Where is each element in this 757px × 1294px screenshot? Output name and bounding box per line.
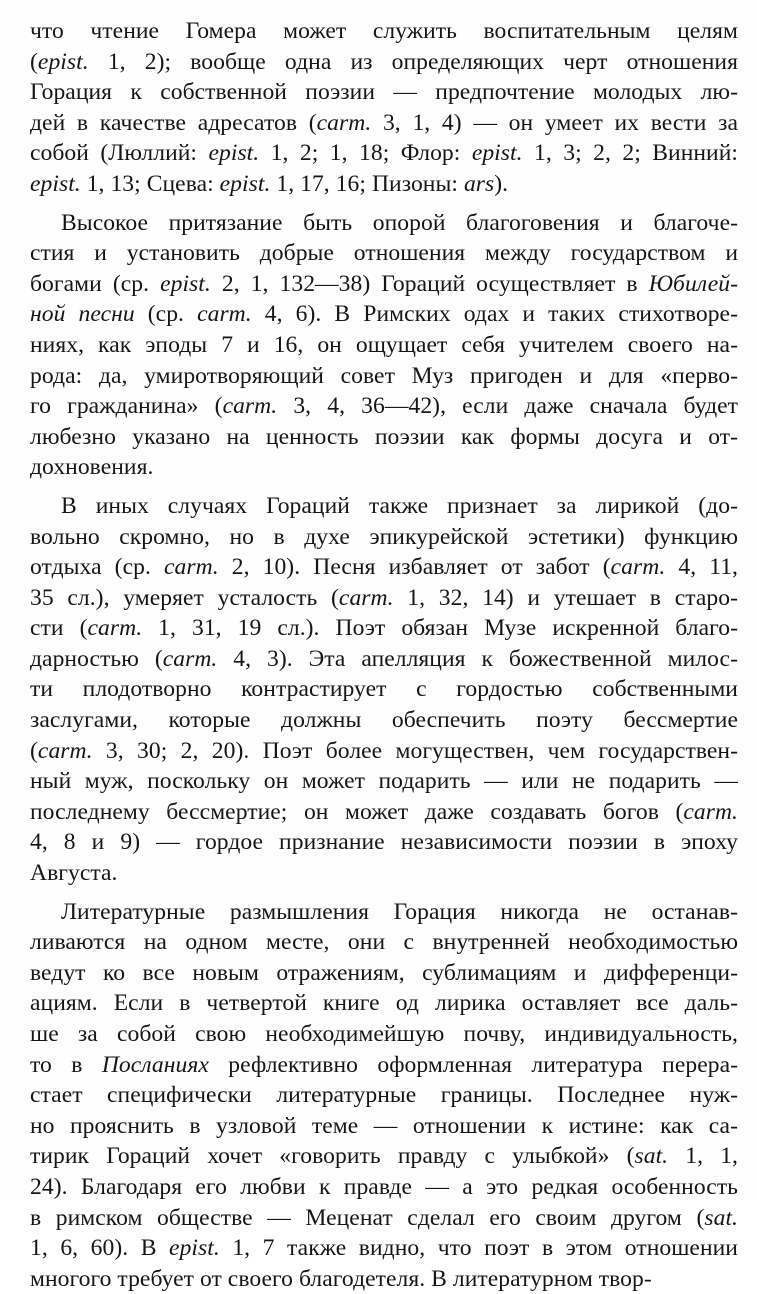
text-line: [30, 208, 738, 239]
text-line: [30, 958, 738, 989]
text-run: 1, 6, 60). В: [30, 1235, 170, 1262]
text-run: ниях, как эподы 7 и 16, он ощущает себя учителем своего на-: [30, 331, 738, 358]
italic-text: sat.: [634, 1143, 669, 1170]
text-line: [30, 1050, 738, 1081]
text-run: 4, 11,: [665, 554, 738, 581]
text-line: [30, 1172, 738, 1203]
italic-text: epist.: [219, 170, 271, 197]
text-run: многого требует от своего благодетеля. В литературном твор-: [30, 1265, 652, 1292]
italic-text: carm.: [164, 554, 219, 581]
text-line: [30, 797, 738, 828]
text-run: рефлективно оформленная литература перера-: [208, 1051, 738, 1078]
text-run: любезно указано на ценность поэзии как формы досуга и от-: [30, 423, 738, 450]
text-run: Высокое притязание быть опорой благоговения и благоче-: [61, 209, 738, 236]
italic-text: carm.: [610, 554, 666, 581]
text-run: ный муж, поскольку он может подарить — или не подарить —: [30, 768, 738, 795]
text-run: (: [30, 48, 38, 75]
text-line: [30, 16, 738, 47]
text-run: ациям. Если в четвертой книге од лирика оставляет все даль-: [30, 990, 738, 1017]
body-text: [30, 16, 738, 1294]
text-run: ти плодотворно контрастирует с гордостью собственными: [30, 676, 738, 703]
text-run: 2, 1, 132—38) Гораций осуществляет в: [210, 270, 649, 297]
text-line: [30, 583, 738, 614]
text-line: [30, 299, 738, 330]
text-line: [30, 452, 738, 483]
text-run: 1, 13; Сцева:: [80, 170, 220, 197]
text-line: [30, 827, 738, 858]
text-line: [30, 269, 738, 300]
text-run: богами (ср.: [30, 270, 161, 297]
text-run: 24). Благодаря его любви к правде — а это редкая особенность: [30, 1173, 738, 1200]
text-run: дарностью (: [30, 645, 163, 672]
italic-text: epist.: [30, 170, 81, 197]
text-line: [30, 47, 738, 78]
text-run: но прояснить в узловой теме — отношении к истине: как са-: [30, 1112, 738, 1139]
italic-text: epist.: [471, 140, 523, 167]
italic-text: sat.: [704, 1204, 738, 1231]
paragraph: [30, 208, 738, 483]
text-run: 4, 6). В Римских одах и таких стихотворе-: [251, 301, 738, 328]
text-line: [30, 238, 738, 269]
text-run: 1, 3; 2, 2; Винний:: [522, 140, 738, 167]
text-line: [30, 705, 738, 736]
italic-text: ной песни: [30, 301, 135, 328]
text-run: тирик Гораций хочет «говорить правду с улыбкой» (: [30, 1143, 635, 1170]
italic-text: epist.: [37, 48, 89, 75]
text-line: [30, 1019, 738, 1050]
text-line: [30, 108, 738, 139]
italic-text: epist.: [169, 1235, 220, 1262]
text-run: 3, 30; 2, 20). Поэт более могуществен, чем государствен-: [92, 737, 738, 764]
text-line: [30, 858, 738, 889]
text-line: [30, 644, 738, 675]
text-run: сти (: [30, 615, 88, 642]
text-line: [30, 1233, 738, 1264]
text-line: [30, 766, 738, 797]
paragraph: [30, 491, 738, 889]
text-run: стия и установить добрые отношения между государством и: [30, 240, 738, 267]
text-run: заслугами, которые должны обеспечить поэту бессмертие: [30, 707, 738, 734]
text-run: 35 сл.), умеряет усталость (: [30, 584, 339, 611]
text-run: го гражданина» (: [30, 393, 223, 420]
text-line: [30, 330, 738, 361]
paragraph: [30, 897, 738, 1294]
text-run: ливаются на одном месте, они с внутренней необходимостью: [30, 929, 738, 956]
italic-text: carm.: [87, 615, 143, 642]
text-line: [30, 988, 738, 1019]
paragraph-gap: [30, 889, 738, 897]
text-run: Литературные размышления Горация никогда не останав-: [61, 898, 738, 925]
text-line: [30, 391, 738, 422]
text-run: 4, 3). Эта апелляция к божественной милос-: [217, 645, 738, 672]
text-run: в римском обществе — Меценат сделал его своим другом (: [30, 1204, 705, 1231]
text-line: [30, 736, 738, 767]
text-run: вольно скромно, но в духе эпикурейской эстетики) функцию: [30, 523, 738, 550]
text-run: 3, 4, 36—42), если даже сначала будет: [277, 393, 738, 420]
text-run: то в: [30, 1051, 102, 1078]
italic-text: carm.: [222, 393, 278, 420]
text-line: [30, 1141, 738, 1172]
text-run: дохновения.: [30, 454, 154, 481]
italic-text: carm.: [338, 584, 394, 611]
text-run: последнему бессмертие; он может даже создавать богов (: [30, 798, 684, 825]
text-line: [30, 897, 738, 928]
text-run: отдыха (ср.: [30, 554, 164, 581]
text-run: собой (Люллий:: [30, 140, 209, 167]
text-run: (: [30, 737, 38, 764]
text-line: [30, 927, 738, 958]
italic-text: carm.: [37, 737, 93, 764]
text-line: [30, 552, 738, 583]
text-line: [30, 1080, 738, 1111]
paragraph-gap: [30, 200, 738, 208]
italic-text: carm.: [683, 798, 738, 825]
text-line: [30, 522, 738, 553]
italic-text: carm.: [316, 109, 372, 136]
italic-text: carm.: [197, 301, 252, 328]
text-line: [30, 138, 738, 169]
text-run: 1, 31, 19 сл.). Поэт обязан Музе искренной благо-: [142, 615, 738, 642]
text-line: [30, 613, 738, 644]
text-run: (ср.: [134, 301, 198, 328]
text-run: 1, 2; 1, 18; Флор:: [259, 140, 472, 167]
text-run: стает специфически литературные границы. Последнее нуж-: [30, 1082, 738, 1109]
text-line: [30, 1111, 738, 1142]
italic-text: ars: [463, 170, 495, 197]
text-run: что чтение Гомера может служить воспитательным целям: [30, 18, 738, 44]
text-run: В иных случаях Гораций также признает за лирикой (до-: [61, 492, 738, 519]
text-run: 1, 17, 16; Пизоны:: [270, 170, 464, 197]
text-run: ше за собой свою необходимейшую почву, индивидуальность,: [30, 1021, 738, 1047]
text-run: 1, 7 также видно, что поэт в этом отношении: [219, 1235, 738, 1262]
text-run: 4, 8 и 9) — гордое признание независимости поэзии в эпоху: [30, 829, 738, 856]
text-line: [30, 1264, 738, 1294]
italic-text: Посланиях: [101, 1051, 209, 1078]
text-run: Августа.: [30, 860, 118, 887]
text-run: ).: [494, 170, 509, 197]
text-run: Горация к собственной поэзии — предпочтение молодых лю-: [30, 79, 738, 106]
text-run: 3, 1, 4) — он умеет их вести за: [371, 109, 738, 136]
italic-text: Юбилей-: [648, 270, 738, 297]
text-run: ведут ко все новым отражениям, сублимациям и дифференци-: [30, 959, 738, 986]
text-line: [30, 1203, 738, 1234]
text-line: [30, 674, 738, 705]
text-run: 2, 10). Песня избавляет от забот (: [218, 554, 611, 581]
text-line: [30, 491, 738, 522]
text-line: [30, 169, 738, 200]
italic-text: carm.: [162, 645, 218, 672]
text-run: 1, 32, 14) и утешает в старо-: [393, 584, 738, 611]
text-run: 1, 2); вообще одна из определяющих черт отношения: [88, 48, 738, 75]
text-run: 1, 1,: [668, 1143, 738, 1170]
paragraph-gap: [30, 483, 738, 491]
text-line: [30, 422, 738, 453]
text-run: дей в качестве адресатов (: [30, 109, 317, 136]
italic-text: epist.: [208, 140, 260, 167]
text-line: [30, 361, 738, 392]
text-line: [30, 77, 738, 108]
paragraph: [30, 16, 738, 200]
italic-text: epist.: [160, 270, 211, 297]
text-run: рода: да, умиротворяющий совет Муз пригоден и для «перво-: [30, 362, 738, 389]
